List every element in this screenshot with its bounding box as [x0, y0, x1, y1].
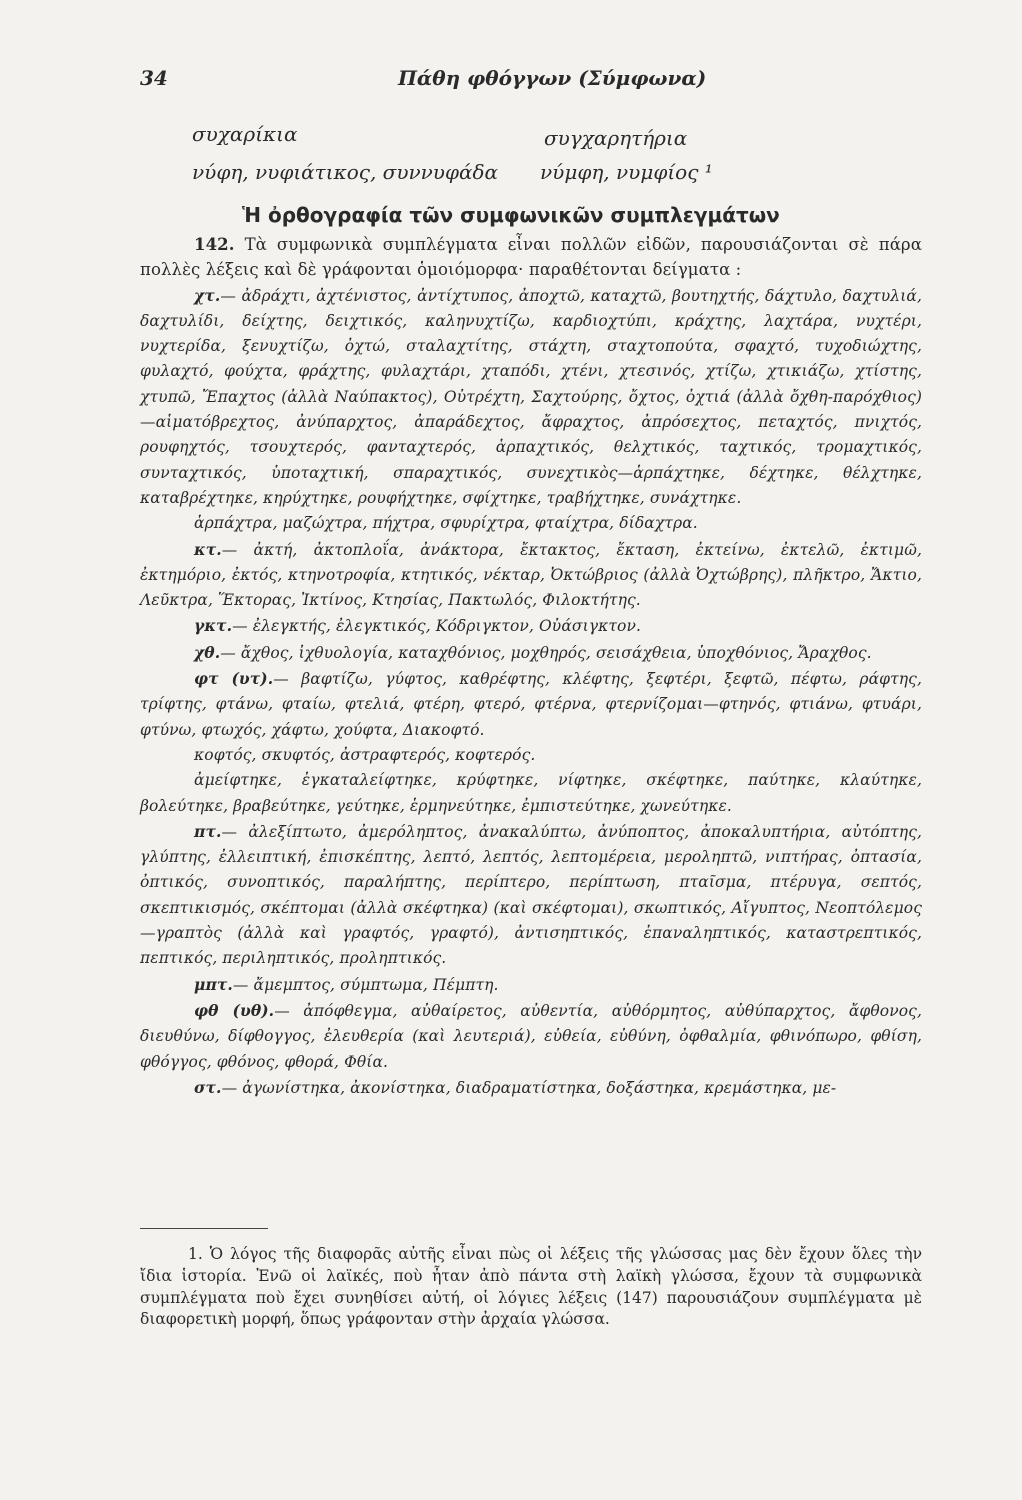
- group-cht: [140, 283, 922, 512]
- group-text: κοφτός, σκυφτός, ἀστραφτερός, κοφτερός.: [194, 745, 536, 764]
- paragraph-142: [140, 232, 922, 283]
- group-label: μπτ.: [194, 974, 233, 994]
- group-label: κτ.: [194, 539, 222, 559]
- group-text: — ἀκτή, ἀκτοπλοΐα, ἀνάκτορα, ἔκτακτος, ἔκταση, ἐκτείνω, ἐκτελῶ, ἐκτιμῶ, ἐκτημόριο, ἐκτός, κτηνοτροφία, κτητικός, νέκταρ, Ὀκτώβριος (ἀλλὰ Ὀχτώβρης), πλῆκτρο, Ἄκτιο, Λεῦκτρα, Ἕκτορας, Ἰκτίνος, Κτησίας, Πακτωλός, Φιλοκτήτης.: [140, 540, 922, 610]
- group-label: στ.: [194, 1077, 222, 1097]
- page-number: 34: [140, 66, 168, 90]
- group-text: — ἀλεξίπτωτο, ἀμερόληπτος, ἀνακαλύπτω, ἀνύποπτος, ἀποκαλυπτήρια, αὐτόπτης, γλύπτης, ἐλλειπτική, ἐπισκέπτης, λεπτό, λεπτός, λεπτομέρεια, μεροληπτῶ, νιπτήρας, ὀπτασία, ὀπτικός, συνοπτικός, παραλήπτης, περίπτερο, περίπτωση, πταῖσμα, πτέρυγα, σεπτός, σκεπτικισμός, σκέπτομαι (ἀλλὰ σκέφτηκα) (καὶ σκέφτομαι), σκωπτικός, Αἴγυπτος, Νεοπτόλεμος—γραπτὸς (ἀλλὰ καὶ γραφτός, γραφτό), ἀντισηπτικός, ἐπαναληπτικός, καταστρεπτικός, πεπτικός, περιληπτικός, προληπτικός.: [140, 822, 922, 968]
- main-text: [140, 232, 922, 1101]
- group-label: φτ (υτ).: [194, 669, 274, 689]
- pair-right-1: συγχαρητήρια: [544, 126, 688, 150]
- group-ft-verbs: [140, 768, 922, 819]
- group-text: — ἀγωνίστηκα, ἀκονίστηκα, διαδραματίστηκα, δοξάστηκα, κρεμάστηκα, με-: [221, 1078, 837, 1097]
- group-label: χτ.: [194, 285, 221, 305]
- group-mpt: [140, 972, 922, 998]
- group-chtra: [140, 511, 922, 536]
- running-title: Πάθη φθόγγων (Σύμφωνα): [398, 66, 707, 90]
- footnote: [140, 1244, 922, 1331]
- group-label: πτ.: [194, 821, 222, 841]
- group-pt: [140, 819, 922, 972]
- pair-left-2: νύφη, νυφιάτικος, συννυφάδα: [192, 160, 499, 184]
- group-gkt: [140, 613, 922, 639]
- group-text: — βαφτίζω, γύφτος, καθρέφτης, κλέφτης, ξεφτέρι, ξεφτῶ, πέφτω, ράφτης, τρίφτης, φτάνω, φταίω, φτελιά, φτέρη, φτερό, φτέρνα, φτερνίζομαι—φτηνός, φτιάνω, φτυάρι, φτύνω, φτωχός, χάφτω, χούφτα, Διακοφτό.: [140, 670, 922, 739]
- group-text: — ἄχθος, ἰχθυολογία, καταχθόνιος, μοχθηρός, σεισάχθεια, ὑποχθόνιος, Ἄραχθος.: [220, 643, 872, 662]
- section-title: Ἡ ὀρθογραφία τῶν συμφωνικῶν συμπλεγμάτων: [242, 203, 780, 227]
- footnote-divider: [140, 1228, 268, 1229]
- group-text: — ἀδράχτι, ἀχτένιστος, ἀντίχτυπος, ἀποχτῶ, καταχτῶ, βουτηχτής, δάχτυλο, δαχτυλιά, δαχτυλίδι, δείχτης, δειχτικός, καληνυχτίζω, καρδιοχτύπι, κράχτης, λαχτάρα, νυχτέρι, νυχτερίδα, ξενυχτίζω, ὀχτώ, σταλαχτίτης, στάχτη, σταχτοπούτα, σφαχτό, τυχοδιώχτης, φυλαχτό, φούχτα, φράχτης, φυλαχτάρι, χταπόδι, χτένι, χτεσινός, χτίζω, χτικιάζω, χτίστης, χτυπῶ, Ἔπαχτος (ἀλλὰ Ναύπακτος), Οὐτρέχτη, Σαχτούρης, ὄχτος, ὀχτιά (ἀλλὰ ὄχθη-παρόχθιος)—αἱματόβρεχτος, ἀνύπαρχτος, ἀπαράδεχτος, ἄφραχτος, ἀπρόσεχτος, πεταχτός, πνιχτός, ρουφηχτός, τσουχτερός, φανταχτερός, ἁρπαχτικός, θελχτικός, ταχτικός, τρομαχτικός, συνταχτικός, ὑποταχτική, σπαραχτικός, συνεχτικὸς—ἁρπάχτηκε, δέχτηκε, θέλχτηκε, καταβρέχτηκε, κηρύχτηκε, ρουφήχτηκε, σφίχτηκε, τραβήχτηκε, συνάχτηκε.: [140, 286, 922, 507]
- group-fth: [140, 998, 922, 1075]
- group-label: χθ.: [194, 642, 221, 662]
- group-text: — ἀπόφθεγμα, αὐθαίρετος, αὐθεντία, αὐθόρμητος, αὐθύπαρχτος, ἄφθονος, διευθύνω, δίφθογγος, ἐλευθερία (καὶ λευτεριά), εὐθεία, εὐθύνη, ὀφθαλμία, φθινόπωρο, φθίση, φθόγγος, φθόνος, φθορά, Φθία.: [140, 1001, 922, 1071]
- footnote-text: 1. Ὁ λόγος τῆς διαφορᾶς αὐτῆς εἶναι πὼς οἱ λέξεις τῆς γλώσσας μας δὲν ἔχουν ὅλες τὴν ἴδια ἱστορία. Ἐνῶ οἱ λαϊκές, ποὺ ἦταν ἀπὸ πάντα στὴ λαϊκὴ γλώσσα, ἔχουν τὰ συμφωνικὰ συμπλέγματα ποὺ ἔχει συνηθίσει αὐτή, οἱ λόγιες λέξεις (147) παρουσιάζουν συμπλέγματα μὲ διαφορετικὴ μορφή, ὅπως γράφονταν στὴν ἀρχαία γλώσσα.: [140, 1245, 922, 1329]
- paragraph-intro: Τὰ συμφωνικὰ συμπλέγματα εἶναι πολλῶν εἰδῶν, παρουσιάζονται σὲ πάρα πολλὲς λέξεις καὶ δὲ γράφονται ὁμοιόμορφα· παραθέτονται δείγματα :: [140, 235, 922, 280]
- group-text: ἁρπάχτρα, μαζώχτρα, πήχτρα, σφυρίχτρα, φταίχτρα, δίδαχτρα.: [194, 514, 698, 533]
- group-ft: [140, 666, 922, 743]
- group-st: [140, 1075, 922, 1101]
- group-label: γκτ.: [194, 616, 233, 636]
- paragraph-number: 142.: [194, 235, 235, 254]
- group-text: ἀμείφτηκε, ἐγκαταλείφτηκε, κρύφτηκε, νίφτηκε, σκέφτηκε, παύτηκε, κλαύτηκε, βολεύτηκε, βραβεύτηκε, γεύτηκε, ἑρμηνεύτηκε, ἐμπιστεύτηκε, χωνεύτηκε.: [140, 771, 922, 815]
- group-label: φθ (υθ).: [194, 1000, 275, 1020]
- group-text: — ἄμεμπτος, σύμπτωμα, Πέμπτη.: [232, 975, 499, 994]
- group-ft-adjectives: [140, 743, 922, 768]
- pair-right-2: νύμφη, νυμφίος ¹: [540, 160, 713, 184]
- group-chth: [140, 640, 922, 666]
- group-kt: [140, 537, 922, 614]
- group-text: — ἐλεγκτής, ἐλεγκτικός, Κόδριγκτον, Οὐάσιγκτον.: [232, 617, 642, 636]
- pair-left-1: συχαρίκια: [192, 122, 298, 146]
